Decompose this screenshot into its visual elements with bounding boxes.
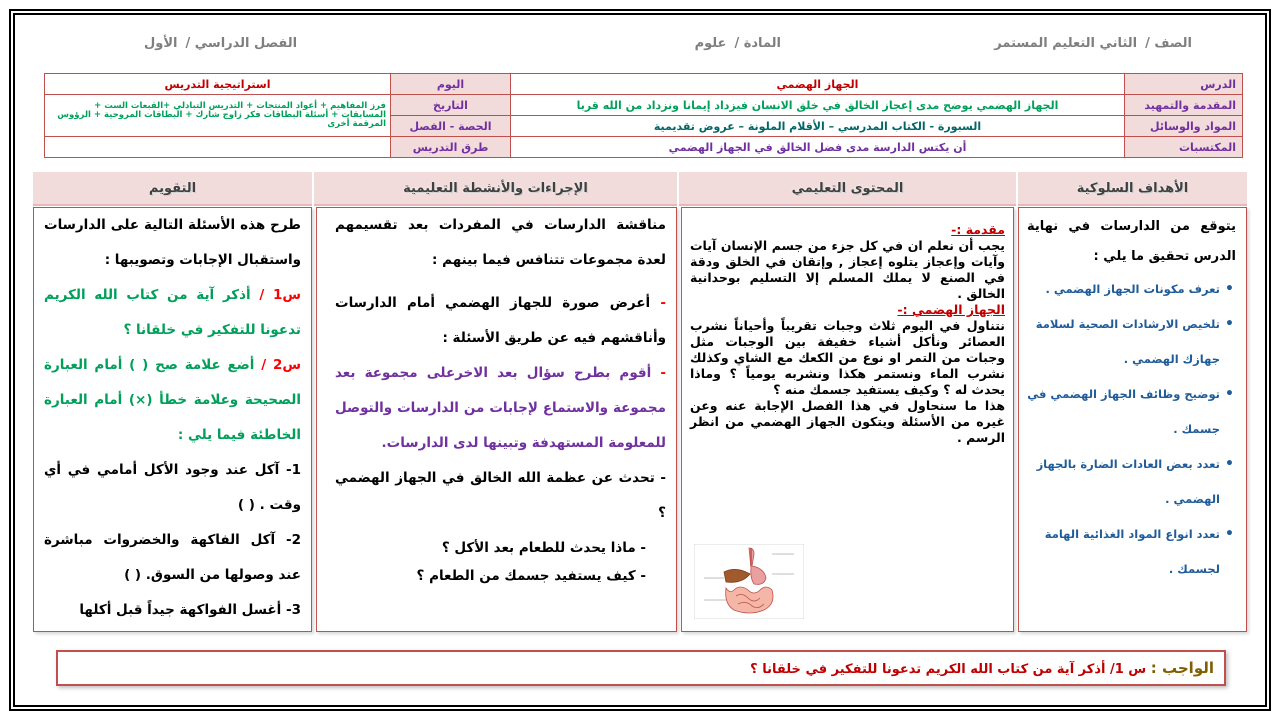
closing-paragraph: هذا ما سنحاول في هذا الفصل الإجابة عنه وعن غيره من الأسئلة ويتكون الجهاز الهضمي من انظر الرسم . bbox=[690, 398, 1005, 445]
evaluation-q1 bbox=[44, 278, 301, 348]
homework-text: س 1/ أذكر آية من كتاب الله الكريم تدعونا للتفكير في خلقانا ؟ bbox=[750, 662, 1147, 677]
intro-paragraph: يجب أن نعلم ان في كل جزء من جسم الإنسان آيات وآيات وإعجاز يتلوه إعجاز , وإتقان في الخلق ودقة في الصنع لا يملك المسلم إلا التسليم بوحدانية الخالق . bbox=[690, 238, 1005, 301]
objectives-intro: يتوقع من الدارسات في نهاية الدرس تحقيق ما يلي : bbox=[1027, 219, 1236, 264]
evaluation-item-2: 2- آكل الفاكهة والخضروات مباشرة عند وصولها من السوق. ( ) bbox=[44, 532, 301, 583]
semester-value: الأول bbox=[144, 36, 178, 51]
procedure-step-2: - أقوم بطرح سؤال بعد الاخرعلى مجموعة بعد مجموعة والاستماع لإجابات من الدارسات والتوصل للمعلومة المستهدفة وتبينها لدى الدارسات. bbox=[335, 365, 666, 451]
homework-box bbox=[56, 650, 1226, 686]
subject-header bbox=[691, 36, 785, 51]
intro-label: المقدمة والتمهيد bbox=[1125, 95, 1243, 116]
day-label: اليوم bbox=[391, 74, 511, 95]
evaluation-column bbox=[33, 207, 312, 632]
q2-text: أضع علامة صح ( ) أمام العبارة الصحيحة وعلامة خطأ (×) أمام العبارة الخاطئة فيما يلي : bbox=[44, 357, 301, 443]
procedures-intro: مناقشة الدارسات في المفردات بعد تقسيمهم لعدة مجموعات تتنافس فيما بينهم : bbox=[335, 217, 666, 268]
content-text bbox=[690, 222, 1005, 446]
intro-value: الجهاز الهضمي يوضح مدى إعجاز الخالق في خلق الانسان فيزداد إيمانا ونزداد من الله قربا bbox=[511, 95, 1125, 116]
objective-item: • تعدد بعض العادات الضارة بالجهاز الهضمي . bbox=[1027, 447, 1220, 517]
materials-value: السبورة - الكتاب المدرسي – الأقلام الملونة – عروض تقديمية bbox=[511, 116, 1125, 137]
objectives-header: الأهداف السلوكية bbox=[1018, 172, 1247, 206]
q1-text: أذكر آية من كتاب الله الكريم تدعونا للتفكير في خلقانا ؟ bbox=[44, 287, 301, 338]
procedures-header: الإجراءات والأنشطة التعليمية bbox=[314, 172, 677, 206]
objective-item: • تعرف مكونات الجهاز الهضمي . bbox=[1027, 272, 1220, 307]
methods-value-cell bbox=[45, 137, 391, 158]
section-heading: الجهاز الهضمي :- bbox=[897, 302, 1005, 317]
evaluation-intro: طرح هذه الأسئلة التالية على الدارسات واستقبال الإجابات وتصويبها : bbox=[44, 217, 301, 268]
methods-label: طرق التدريس bbox=[391, 137, 511, 158]
procedure-step-4-text: ماذا يحدث للطعام بعد الأكل ؟ bbox=[441, 540, 636, 556]
section-paragraph: نتناول في اليوم ثلاث وجبات تقريباً وأحياناً نشرب العصائر ونأكل أشياء خفيفة بين الوجبات مثل وجبات من التمر او نوع من الكعك مع الشاي وكذلك نشرب الماء ونستمر هكذا ونشربه يومياً ؟ وماذا يحدث له ؟ وكيف يستفيد جسمك منه ؟ bbox=[690, 318, 1005, 397]
intro-heading: مقدمة :- bbox=[951, 222, 1005, 237]
lesson-value: الجهاز الهضمي bbox=[511, 74, 1125, 95]
digestive-system-illustration bbox=[694, 544, 804, 619]
objective-item: • تلخيص الارشادات الصحية لسلامة جهازك الهضمي . bbox=[1027, 307, 1220, 377]
procedure-step-2-text: أقوم بطرح سؤال بعد الاخرعلى مجموعة بعد مجموعة والاستماع لإجابات من الدارسات والتوصل للمعلومة المستهدفة وتبينها لدى الدارسات. bbox=[335, 365, 666, 451]
procedure-step-5: - كيف يستفيد جسمك من الطعام ؟ bbox=[416, 568, 646, 584]
strategy-value: فرز المفاهيم + أعواد المنتجات + التدريس التبادلي +القبعات الست + المسابقات + أسئلة البطاقات فكر زاوج شارك + البطاقات المروحية + الرؤوس المرقمة أخرى bbox=[45, 95, 391, 137]
grade-header bbox=[990, 36, 1196, 51]
procedure-step-3: - تحدث عن عظمة الله الخالق في الجهاز الهضمي ؟ bbox=[335, 470, 667, 521]
gains-label: المكتسبات bbox=[1125, 137, 1243, 158]
procedures-text bbox=[335, 208, 666, 586]
procedure-step-1: - أعرض صورة للجهاز الهضمي أمام الدارسات وأناقشهم فيه عن طريق الأسئلة : bbox=[335, 295, 666, 346]
materials-label: المواد والوسائل bbox=[1125, 116, 1243, 137]
evaluation-text bbox=[44, 208, 301, 628]
evaluation-q2 bbox=[44, 348, 301, 453]
evaluation-item-3: 3- أغسل الفواكهة جيداً قبل أكلها bbox=[79, 602, 301, 618]
procedure-step-4: - ماذا يحدث للطعام بعد الأكل ؟ bbox=[441, 540, 646, 556]
gains-value: أن يكتس الدارسة مدى فضل الخالق في الجهاز الهضمي bbox=[511, 137, 1125, 158]
procedure-step-3-text: تحدث عن عظمة الله الخالق في الجهاز الهضمي ؟ bbox=[335, 470, 666, 521]
procedure-step-5-text: كيف يستفيد جسمك من الطعام ؟ bbox=[416, 568, 636, 584]
procedures-column bbox=[316, 207, 677, 632]
subject-value: علوم bbox=[694, 36, 727, 51]
content-column bbox=[681, 207, 1014, 632]
period-label: الحصة - الفصل bbox=[391, 116, 511, 137]
subject-label: المادة / bbox=[734, 36, 781, 51]
evaluation-header: التقويم bbox=[33, 172, 312, 206]
evaluation-item-1: 1- آكل عند وجود الأكل أمامي في أي وقت . ( ) bbox=[44, 462, 301, 513]
q1-label: س1 / bbox=[259, 287, 302, 303]
grade-value: الثاني التعليم المستمر bbox=[994, 36, 1138, 51]
objectives-list bbox=[1027, 272, 1236, 587]
objective-item: • تعدد انواع المواد الغذائية الهامة لجسمك . bbox=[1027, 517, 1220, 587]
homework-label: الواجب : bbox=[1150, 659, 1214, 677]
semester-label: الفصل الدراسي / bbox=[185, 36, 298, 51]
grade-label: الصف / bbox=[1145, 36, 1192, 51]
content-header: المحتوى التعليمي bbox=[679, 172, 1016, 206]
semester-header bbox=[140, 36, 301, 51]
lesson-info-table bbox=[44, 73, 1243, 158]
objectives-column bbox=[1018, 207, 1247, 632]
procedure-step-1-text: أعرض صورة للجهاز الهضمي أمام الدارسات وأناقشهم فيه عن طريق الأسئلة : bbox=[335, 295, 666, 346]
date-label: التاريخ bbox=[391, 95, 511, 116]
lesson-label: الدرس bbox=[1125, 74, 1243, 95]
objective-item: • توضيح وظائف الجهاز الهضمي في جسمك . bbox=[1027, 377, 1220, 447]
strategy-label: استراتيجية التدريس bbox=[45, 74, 391, 95]
q2-label: س2 / bbox=[261, 357, 301, 373]
